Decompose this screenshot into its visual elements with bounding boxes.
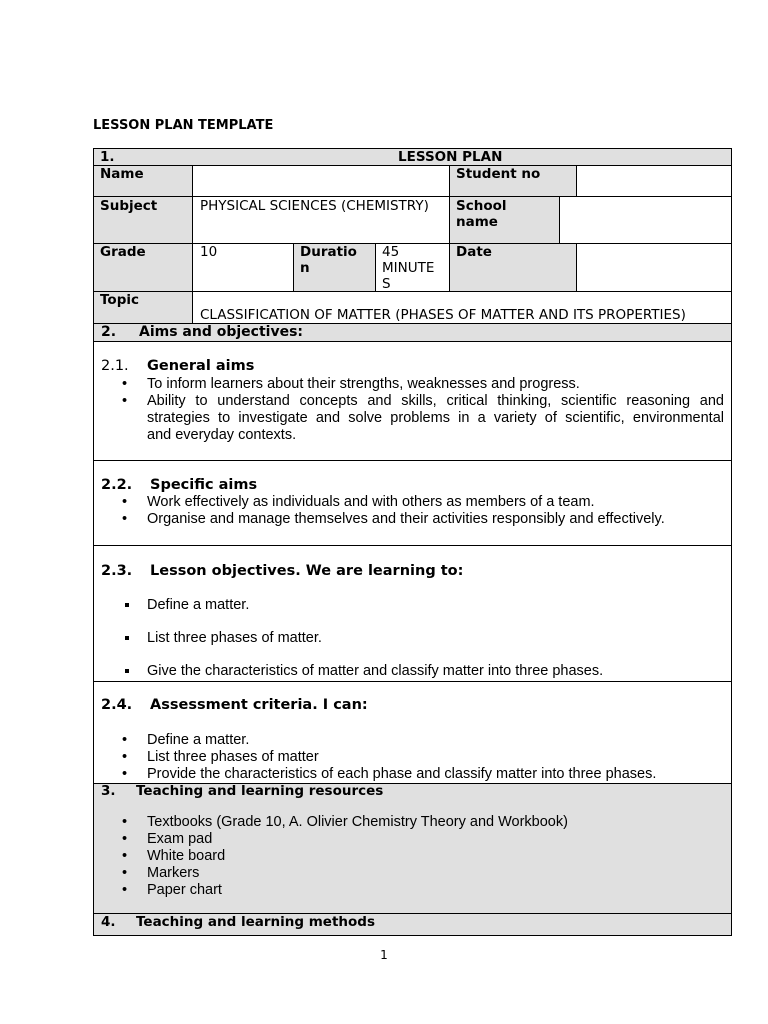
grade-value: 10 xyxy=(200,244,218,260)
section-2-number: 2. xyxy=(101,324,117,340)
name-value-cell[interactable] xyxy=(192,165,450,197)
general-aims-list xyxy=(147,376,724,444)
general-aims-title: General aims xyxy=(147,358,255,374)
list-item: • White board xyxy=(147,848,724,865)
topic-label-cell xyxy=(93,291,193,324)
list-item: Give the characteristics of matter and classify matter into three phases. xyxy=(147,663,724,680)
duration-value-line-1: 45 xyxy=(382,244,400,260)
subject-label-cell xyxy=(93,196,193,244)
duration-label-line-2: n xyxy=(300,260,310,276)
list-item: List three phases of matter. xyxy=(147,630,724,647)
subject-label: Subject xyxy=(100,198,158,214)
duration-label-line-1: Duratio xyxy=(300,244,357,260)
list-item-continuation: and everyday contexts. xyxy=(147,427,297,443)
specific-aims-cell xyxy=(93,460,732,546)
section-3-number: 3. xyxy=(101,783,116,799)
general-aims-number: 2.1. xyxy=(101,358,129,374)
name-label: Name xyxy=(100,166,144,182)
lesson-objectives-list xyxy=(147,597,724,680)
assessment-title: Assessment criteria. I can: xyxy=(150,697,368,713)
date-label: Date xyxy=(456,244,492,260)
section-1-header xyxy=(93,148,732,166)
subject-value: PHYSICAL SCIENCES (CHEMISTRY) xyxy=(200,198,429,214)
section-3-cell xyxy=(93,783,732,914)
lesson-objectives-cell xyxy=(93,545,732,682)
specific-aims-number: 2.2. xyxy=(101,477,133,493)
list-item: • Ability to understand concepts and skills, critical thinking, scientific reasoning and xyxy=(147,393,724,410)
topic-label: Topic xyxy=(100,292,139,308)
list-item: • Define a matter. xyxy=(147,732,727,749)
section-1-title: LESSON PLAN xyxy=(398,149,503,165)
list-item: • Exam pad xyxy=(147,831,724,848)
section-3-title: Teaching and learning resources xyxy=(136,783,384,799)
section-4-number: 4. xyxy=(101,914,116,930)
general-aims-cell xyxy=(93,341,732,461)
list-item: • Paper chart xyxy=(147,882,724,899)
section-4-header xyxy=(93,913,732,936)
school-name-value-cell[interactable] xyxy=(559,196,732,244)
student-no-label-cell xyxy=(449,165,577,197)
list-item: • Work effectively as individuals and with others as members of a team. xyxy=(147,494,724,511)
student-no-value-cell[interactable] xyxy=(576,165,732,197)
list-item: • List three phases of matter xyxy=(147,749,727,766)
document-title: LESSON PLAN TEMPLATE xyxy=(93,118,274,133)
specific-aims-list xyxy=(147,494,724,528)
list-item: Define a matter. xyxy=(147,597,724,614)
section-2-title: Aims and objectives: xyxy=(139,324,304,340)
topic-value-cell[interactable] xyxy=(192,291,732,324)
school-name-label-line-2: name xyxy=(456,214,498,230)
section-2-header xyxy=(93,323,732,342)
specific-aims-title: Specific aims xyxy=(150,477,258,493)
list-item: • Organise and manage themselves and their activities responsibly and effectively. xyxy=(147,511,724,528)
list-item-continuation: strategies to investigate and solve problems in a variety of scientific, environmental xyxy=(147,410,724,426)
topic-value: CLASSIFICATION OF MATTER (PHASES OF MATTER AND ITS PROPERTIES) xyxy=(200,307,686,323)
list-item: • Provide the characteristics of each phase and classify matter into three phases. xyxy=(147,766,727,783)
duration-value-cell[interactable] xyxy=(375,243,450,292)
resources-list xyxy=(147,814,724,899)
duration-label-cell xyxy=(293,243,376,292)
lesson-objectives-number: 2.3. xyxy=(101,563,133,579)
name-label-cell xyxy=(93,165,193,197)
assessment-number: 2.4. xyxy=(101,697,133,713)
duration-value-line-3: S xyxy=(382,276,391,292)
lesson-objectives-title: Lesson objectives. We are learning to: xyxy=(150,563,464,579)
school-name-label-cell xyxy=(449,196,560,244)
date-value-cell[interactable] xyxy=(576,243,732,292)
duration-value-line-2: MINUTE xyxy=(382,260,435,276)
school-name-label-line-1: School xyxy=(456,198,507,214)
list-item: • Textbooks (Grade 10, A. Olivier Chemistry Theory and Workbook) xyxy=(147,814,724,831)
assessment-list xyxy=(147,732,727,783)
section-4-title: Teaching and learning methods xyxy=(136,914,376,930)
student-no-label: Student no xyxy=(456,166,541,182)
date-label-cell xyxy=(449,243,577,292)
section-1-number: 1. xyxy=(100,149,115,165)
list-item: • Markers xyxy=(147,865,724,882)
grade-value-cell[interactable] xyxy=(192,243,294,292)
grade-label: Grade xyxy=(100,244,146,260)
list-item: • To inform learners about their strengths, weaknesses and progress. xyxy=(147,376,724,393)
grade-label-cell xyxy=(93,243,193,292)
subject-value-cell[interactable] xyxy=(192,196,450,244)
assessment-criteria-cell xyxy=(93,681,732,784)
page-number: 1 xyxy=(380,948,388,962)
